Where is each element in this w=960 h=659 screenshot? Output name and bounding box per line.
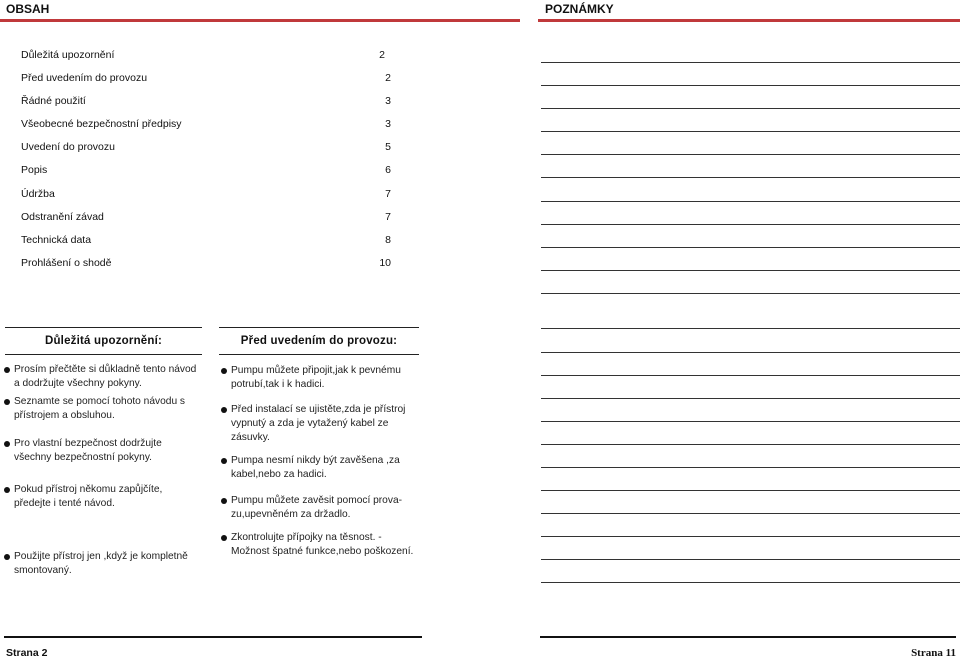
note-line <box>541 62 960 63</box>
toc-title: Řádné použití <box>21 95 86 108</box>
toc-row <box>21 208 391 231</box>
list-item-text: Pro vlastní bezpečnost dodržujte všechny bezpečnostní pokyny. <box>14 438 162 463</box>
note-line <box>541 421 960 422</box>
notes-header <box>538 0 960 22</box>
toc-page: 8 <box>385 233 391 246</box>
note-line <box>541 247 960 248</box>
toc-row <box>21 254 391 277</box>
note-line <box>541 559 960 560</box>
list-item-text: Pokud přístroj někomu zapůjčíte, předejte i tenté návod. <box>14 484 163 509</box>
note-line <box>541 108 960 109</box>
toc-page: 10 <box>379 256 391 269</box>
important-notes-heading: Důležitá upozornění: <box>5 327 202 355</box>
page-number-right: Strana 11 <box>911 647 956 659</box>
toc-page: 2 <box>385 72 391 85</box>
toc-page: 3 <box>385 95 391 108</box>
toc-page: 7 <box>385 210 391 223</box>
bullet-icon <box>221 498 227 504</box>
note-line <box>541 201 960 202</box>
note-line <box>541 467 960 468</box>
bullet-icon <box>221 458 227 464</box>
toc-title: Odstranění závad <box>21 210 104 223</box>
note-line <box>541 177 960 178</box>
note-line <box>541 375 960 376</box>
table-of-contents <box>21 46 391 277</box>
note-line <box>541 513 960 514</box>
list-item-text: Pumpa nesmí nikdy být zavěšena ,za kabel,nebo za hadici. <box>231 455 400 480</box>
toc-title: Prohlášení o shodě <box>21 256 112 269</box>
toc-page: 7 <box>385 187 391 200</box>
note-line <box>541 224 960 225</box>
note-line <box>541 398 960 399</box>
bullet-icon <box>4 441 10 447</box>
notes-title: POZNÁMKY <box>545 2 614 16</box>
list-item-text: Seznamte se pomocí tohoto návodu s přístrojem a obsluhou. <box>14 396 186 421</box>
list-item-text: Pumpu můžete připojit,jak k pevnému potrubí,tak i k hadici. <box>231 365 401 390</box>
toc-row <box>21 161 391 184</box>
toc-row <box>21 115 391 138</box>
toc-title: Před uvedením do provozu <box>21 72 148 85</box>
bullet-icon <box>221 407 227 413</box>
toc-title: Důležitá upozornění <box>21 49 115 61</box>
toc-row <box>21 69 391 92</box>
contents-title: OBSAH <box>6 2 50 16</box>
note-line <box>541 328 960 329</box>
toc-row <box>21 185 391 208</box>
footer-rule-right <box>540 636 956 638</box>
bullet-icon <box>221 368 227 374</box>
toc-page: 3 <box>385 118 391 131</box>
bullet-icon <box>4 367 10 373</box>
bullet-icon <box>4 487 10 493</box>
note-line <box>541 293 960 294</box>
toc-title: Technická data <box>21 233 92 246</box>
toc-title: Uvedení do provozu <box>21 141 115 154</box>
list-item-text: Zkontrolujte přípojky na těsnost. - Možnost špatné funkce,nebo poškození. <box>231 532 414 557</box>
before-operation-heading: Před uvedením do provozu: <box>219 327 419 355</box>
toc-row <box>21 138 391 161</box>
list-item-text: Prosím přečtěte si důkladně tento návod a dodržujte všechny pokyny. <box>14 364 197 389</box>
note-line <box>541 270 960 271</box>
note-line <box>541 582 960 583</box>
contents-header <box>0 0 520 22</box>
note-line <box>541 444 960 445</box>
toc-row <box>21 46 391 69</box>
note-line <box>541 352 960 353</box>
toc-page: 5 <box>385 141 391 154</box>
list-item-text: Použijte přístroj jen ,když je kompletně smontovaný. <box>14 551 188 576</box>
toc-row <box>21 231 391 254</box>
toc-title: Údržba <box>21 187 55 200</box>
toc-title: Popis <box>21 164 48 177</box>
note-line <box>541 154 960 155</box>
bullet-icon <box>221 535 227 541</box>
bullet-icon <box>4 554 10 560</box>
toc-title: Všeobecné bezpečnostní předpisy <box>21 118 182 131</box>
note-line <box>541 131 960 132</box>
bullet-icon <box>4 399 10 405</box>
note-line <box>541 536 960 537</box>
toc-row <box>21 92 391 115</box>
note-line <box>541 85 960 86</box>
list-item-text: Před instalací se ujistěte,zda je přístroj vypnutý a zda je vytažený kabel ze zásuvky. <box>231 404 406 443</box>
page-number-left: Strana 2 <box>6 647 48 659</box>
toc-page: 6 <box>385 164 391 177</box>
toc-page: 2 <box>379 49 385 61</box>
list-item-text: Pumpu můžete zavěsit pomocí prova- zu,upevněném za držadlo. <box>231 495 402 520</box>
note-line <box>541 490 960 491</box>
footer-rule-left <box>4 636 422 638</box>
